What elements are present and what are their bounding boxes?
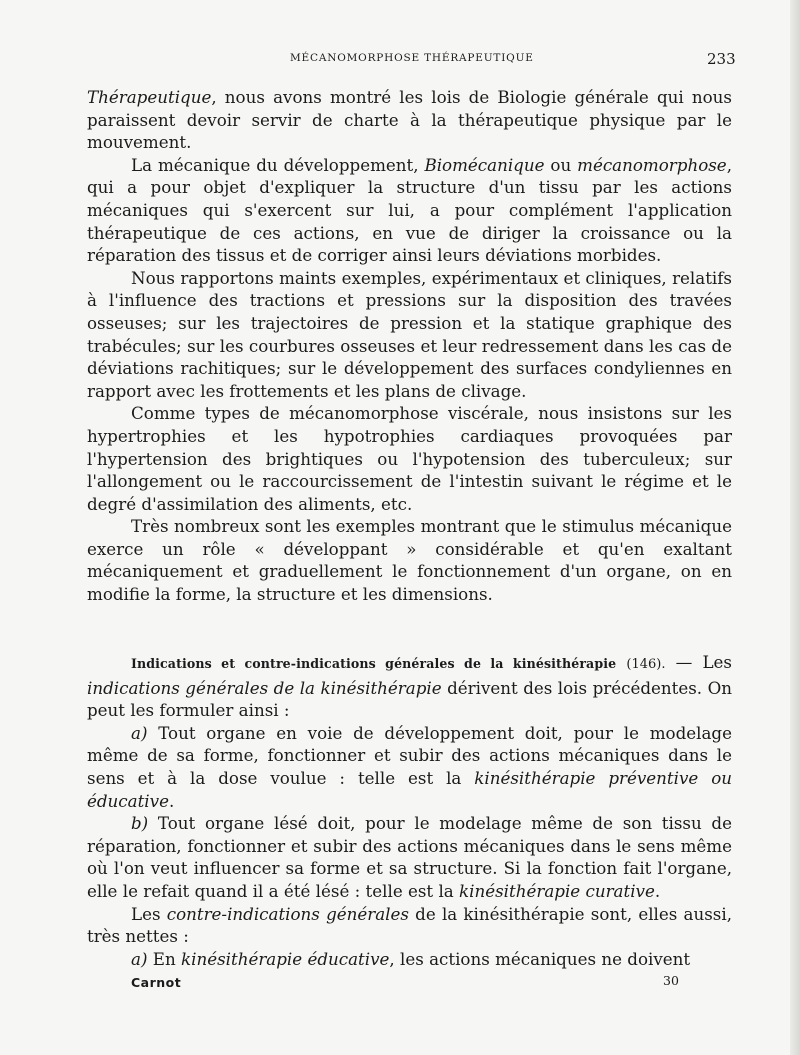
paragraph-text: ou bbox=[544, 154, 578, 175]
paragraph-item-b bbox=[87, 812, 732, 902]
page-number: 233 bbox=[707, 50, 736, 68]
paragraph-biomechanics bbox=[87, 154, 732, 267]
paragraph-text: Tout organe lésé doit, pour le modelage même de son tissu de réparation, fonctionner et subir des actions mécaniques dans le sens même où l'on veut influencer sa forme et sa structure. Si la fonction fait l'organe, elle le refait quand il a été lésé : telle est la bbox=[87, 813, 732, 901]
paragraph-text: , les actions mécaniques ne doivent bbox=[389, 948, 691, 969]
paragraph-text: En bbox=[147, 948, 182, 969]
paragraph-text: . bbox=[654, 880, 661, 901]
italic-term: Thérapeutique bbox=[87, 87, 212, 107]
signature-mark: 30 bbox=[663, 973, 679, 988]
paragraph-text: Tout organe en voie de développement doit, pour le modelage même de sa forme, fonctionner et subir des actions mécaniques dans le sens et à la dose voulue : telle est la bbox=[87, 722, 732, 788]
paragraph-text: . bbox=[168, 790, 175, 811]
italic-term: kinésithérapie éducative bbox=[181, 948, 390, 969]
paragraph-examples: Nous rapportons maints exemples, expérimentaux et cliniques, relatifs à l'influence des tractions et pressions sur la disposition des travées osseuses; sur les trajectoires de pression et la statique graphique des trabécules; sur les courbures osseuses et leur redressement dans les cas de déviations rachitiques; sur le développement des surfaces condyliennes en rapport avec les frottements et les plans de clivage. bbox=[87, 267, 732, 401]
section-text-block bbox=[87, 651, 732, 970]
paragraph-text: La mécanique du développement, bbox=[131, 154, 425, 175]
paragraph-text: , qui a pour objet d'expliquer la structure d'un tissu par les actions mécaniques qui s'exercent sur lui, a pour complément l'application thérapeutique de ces actions, en vue de diriger la croissance ou la réparation des tissus et de corriger ainsi leurs déviations morbides. bbox=[87, 154, 732, 266]
paragraph-item-a-contra bbox=[87, 948, 732, 971]
item-label: a) bbox=[131, 722, 148, 743]
item-label: a) bbox=[131, 948, 148, 969]
section-heading: Indications et contre-indications générales de la kinésithérapie bbox=[131, 656, 617, 671]
section-paragraph bbox=[87, 651, 732, 722]
running-title: MÉCANOMORPHOSE THÉRAPEUTIQUE bbox=[290, 52, 534, 64]
item-label: b) bbox=[131, 813, 149, 834]
paragraph-text: de la kinésithérapie sont, elles aussi, très nettes : bbox=[87, 903, 732, 947]
paragraph-visceral: Comme types de mécanomorphose viscérale, nous insistons sur les hypertrophies et les hypotrophies cardiaques provoquées par l'hypertension des brightiques ou l'hypotension des tuberculeux; sur l'allongement ou le raccourcissement de l'intestin suivant le régime et le degré d'assimilation des aliments, etc. bbox=[87, 403, 732, 514]
paragraph-continued bbox=[87, 86, 732, 154]
paragraph-text: — Les bbox=[665, 652, 732, 672]
paragraph-text: Les bbox=[131, 903, 167, 924]
italic-term: kinésithérapie curative bbox=[459, 880, 655, 901]
page-edge-shadow bbox=[790, 0, 800, 1055]
paragraph-item-a bbox=[87, 722, 732, 812]
paragraph-stimulus: Très nombreux sont les exemples montrant que le stimulus mécanique exerce un rôle « développant » considérable et qu'en exaltant mécaniquement et graduellement le fonctionnement d'un organe, on en modifie la forme, la structure et les dimensions. bbox=[87, 516, 732, 605]
paragraph-contraindications bbox=[87, 903, 732, 948]
paragraph-text: dérivent des lois précédentes. On peut les formuler ainsi : bbox=[87, 677, 732, 721]
italic-term: mécanomorphose bbox=[577, 154, 727, 175]
main-text-block bbox=[87, 86, 732, 606]
italic-term: Biomécanique bbox=[424, 154, 545, 175]
italic-term: contre-indications générales bbox=[166, 903, 409, 924]
italic-term: kinésithérapie préventive ou éducative bbox=[87, 767, 732, 811]
italic-term: indications générales de la kinésithérapie bbox=[87, 677, 442, 698]
paragraph-text: , nous avons montré les lois de Biologie générale qui nous paraissent devoir servir de charte à la thérapeutique physique par le mouvement. bbox=[87, 87, 732, 153]
section-reference: (146). bbox=[626, 657, 666, 672]
footer-author: Carnot bbox=[131, 975, 182, 990]
